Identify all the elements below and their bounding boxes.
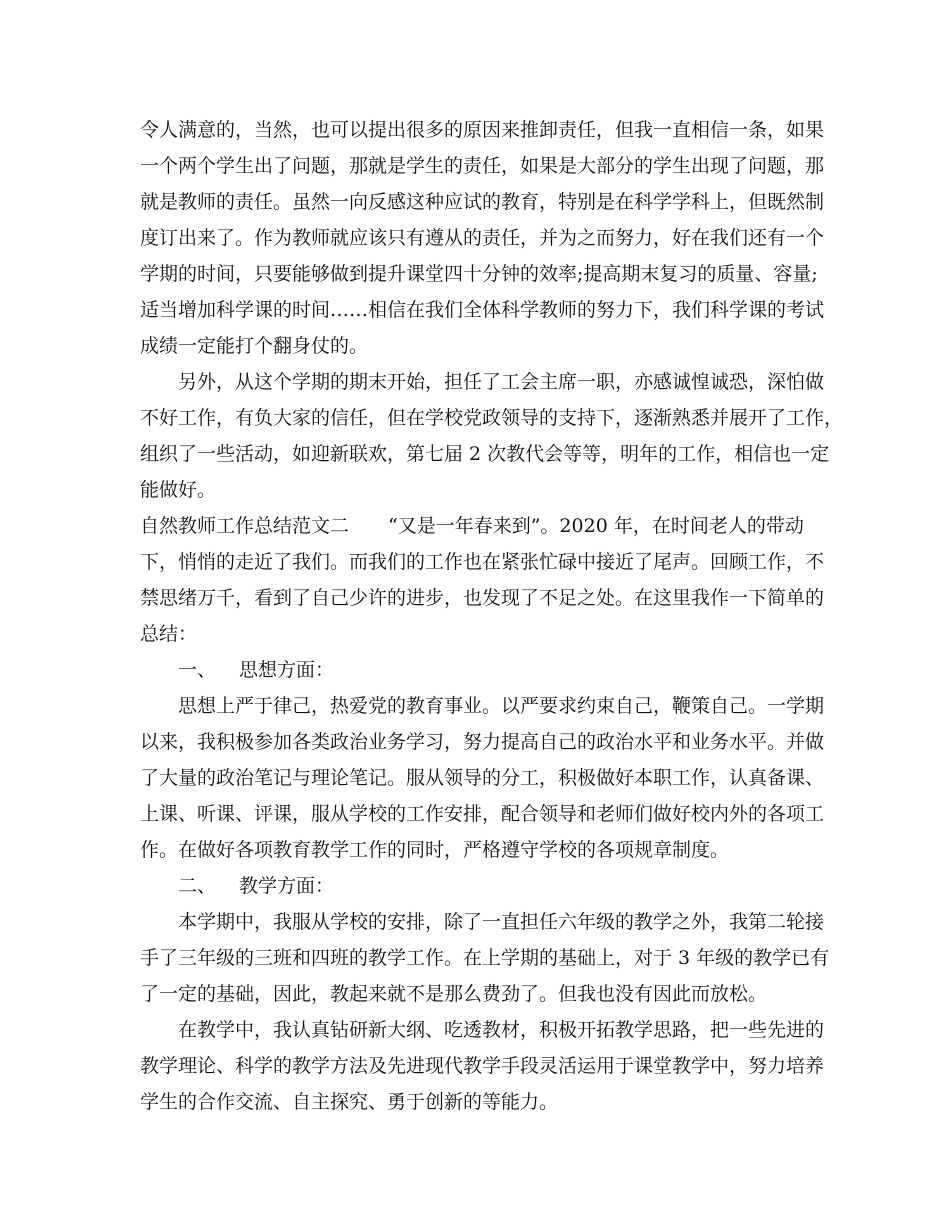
paragraph-line xyxy=(0,112,950,148)
text-line: 学生的合作交流、自主探究、勇于创新的等能力。 xyxy=(140,1091,559,1113)
paragraph-line xyxy=(0,940,950,976)
text-line: 本学期中，我服从学校的安排，除了一直担任六年级的教学之外，我第二轮接 xyxy=(178,911,825,933)
heading-number: 二、 xyxy=(178,875,217,897)
heading-text: 教学方面： xyxy=(239,875,335,897)
text-line: 教学理论、科学的教学方法及先进现代教学手段灵活运用于课堂教学中，努力培养 xyxy=(140,1055,825,1077)
text-line: 下，悄悄的走近了我们。而我们的工作也在紧张忙碌中接近了尾声。回顾工作，不 xyxy=(140,551,825,573)
section-title: 自然教师工作总结范文二 xyxy=(140,515,350,537)
paragraph-line xyxy=(0,148,950,184)
paragraph-line xyxy=(0,904,950,940)
paragraph-line xyxy=(0,436,950,472)
paragraph-line xyxy=(0,292,950,328)
text-line: 作。在做好各项教育教学工作的同时，严格遵守学校的各项规章制度。 xyxy=(140,839,730,861)
text-line: 就是教师的责任。虽然一向反感这种应试的教育，特别是在科学学科上，但既然制 xyxy=(140,191,825,213)
paragraph-line xyxy=(0,796,950,832)
text-line: 适当增加科学课的时间……相信在我们全体科学教师的努力下，我们科学课的考试 xyxy=(140,299,825,321)
paragraph-line xyxy=(0,1012,950,1048)
text-line: 令人满意的，当然，也可以提出很多的原因来推卸责任，但我一直相信一条，如果 xyxy=(140,119,825,141)
text-line: 上课、听课、评课，服从学校的工作安排，配合领导和老师们做好校内外的各项工 xyxy=(140,803,825,825)
paragraph-line xyxy=(0,1084,950,1120)
heading-text: 思想方面： xyxy=(239,659,335,681)
text-line: 另外，从这个学期的期末开始，担任了工会主席一职，亦感诚惶诚恐，深怕做 xyxy=(178,371,825,393)
text-line: 了一定的基础，因此，教起来就不是那么费劲了。但我也没有因此而放松。 xyxy=(140,983,768,1005)
text-line: 一个两个学生出了问题，那就是学生的责任，如果是大部分的学生出现了问题，那 xyxy=(140,155,825,177)
paragraph-line xyxy=(0,328,950,364)
text-line: 以来，我积极参加各类政治业务学习，努力提高自己的政治水平和业务水平。并做 xyxy=(140,731,825,753)
paragraph-line xyxy=(0,616,950,652)
text-line: 学期的时间，只要能够做到提升课堂四十分钟的效率;提高期末复习的质量、容量; xyxy=(140,263,818,285)
text-line: 在教学中，我认真钻研新大纲、吃透教材，积极开拓教学思路，把一些先进的 xyxy=(178,1019,825,1041)
text-line: 总结： xyxy=(140,623,198,645)
heading-line xyxy=(0,652,950,688)
paragraph-line xyxy=(0,544,950,580)
paragraph-line xyxy=(0,688,950,724)
paragraph-line xyxy=(0,580,950,616)
text-line: 组织了一些活动，如迎新联欢，第七届 2 次教代会等等，明年的工作，相信也一定 xyxy=(140,443,830,465)
paragraph-line xyxy=(0,400,950,436)
heading-line xyxy=(0,868,950,904)
text-line: 成绩一定能打个翻身仗的。 xyxy=(140,335,369,357)
text-line: 度订出来了。作为教师就应该只有遵从的责任，并为之而努力，好在我们还有一个 xyxy=(140,227,825,249)
paragraph-line xyxy=(0,472,950,508)
paragraph-line xyxy=(0,724,950,760)
heading-number: 一、 xyxy=(178,659,217,681)
text-line: 不好工作，有负大家的信任，但在学校党政领导的支持下，逐渐熟悉并展开了工作， xyxy=(140,407,844,429)
paragraph-line xyxy=(0,760,950,796)
text-line: “又是一年春来到”。2020 年，在时间老人的带动 xyxy=(388,515,804,537)
paragraph-line xyxy=(0,256,950,292)
text-line: 了大量的政治笔记与理论笔记。服从领导的分工，积极做好本职工作，认真备课、 xyxy=(140,767,825,789)
text-line: 禁思绪万千，看到了自己少许的进步，也发现了不足之处。在这里我作一下简单的 xyxy=(140,587,825,609)
paragraph-line xyxy=(0,184,950,220)
section-title-line xyxy=(0,508,950,544)
text-line: 手了三年级的三班和四班的教学工作。在上学期的基础上，对于 3 年级的教学已有 xyxy=(140,947,830,969)
paragraph-line xyxy=(0,364,950,400)
paragraph-line xyxy=(0,1048,950,1084)
paragraph-line xyxy=(0,832,950,868)
text-line: 思想上严于律己，热爱党的教育事业。以严要求约束自己，鞭策自己。一学期 xyxy=(178,695,825,717)
text-line: 能做好。 xyxy=(140,479,217,501)
paragraph-line xyxy=(0,220,950,256)
paragraph-line xyxy=(0,976,950,1012)
